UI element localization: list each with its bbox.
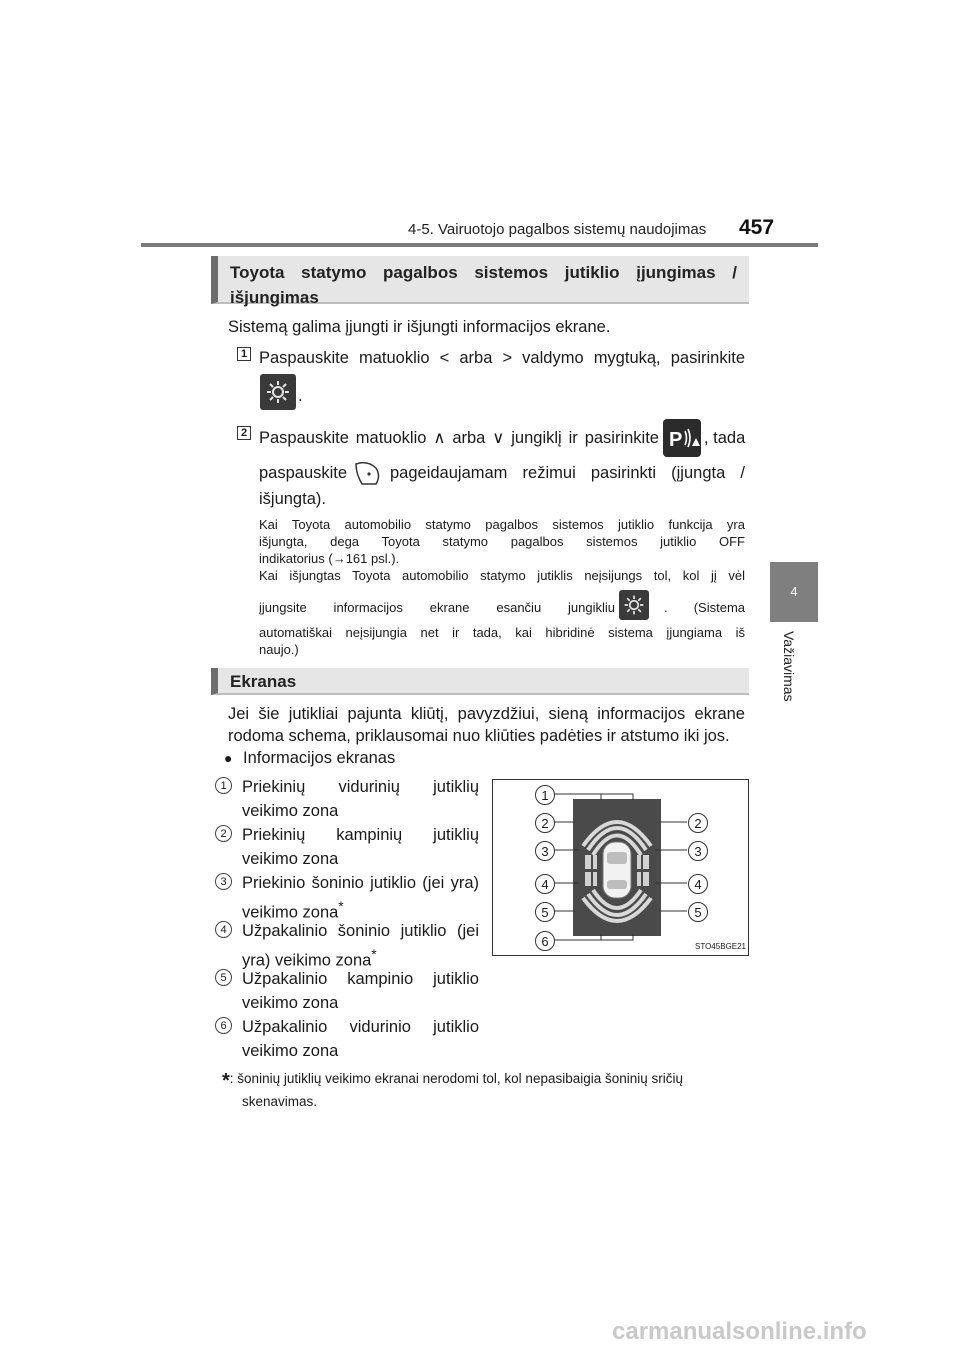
step2-text-line2: pageidaujamam režimui pasirinkti (įjungta / <box>390 464 745 482</box>
note-line7: naujo.) <box>259 642 299 657</box>
parking-sensor-icon <box>663 419 701 457</box>
diagram-callout-right-5: 5 <box>688 902 708 922</box>
diagram-callout-left-2: 2 <box>535 813 555 833</box>
diagram-callout-right-4: 4 <box>688 874 708 894</box>
list-item-star: * <box>338 899 344 914</box>
section2-heading: Ekranas <box>230 672 297 691</box>
note-line1: Kai Toyota automobilio statymo pagalbos sistemos jutiklio funkcija yra <box>259 517 745 532</box>
list-item-number: 4 <box>215 921 232 938</box>
diagram-code: STO45BGE21 <box>695 942 746 951</box>
bullet: ● <box>224 750 233 766</box>
note-line2: išjungta, dega Toyota statymo pagalbos sistemos jutiklio OFF <box>259 534 745 549</box>
section2-intro-line1: Jei šie jutikliai pajunta kliūtį, pavyzdžiui, sieną informacijos ekrane <box>228 705 745 723</box>
diagram-callout-left-6: 6 <box>535 931 555 951</box>
ok-switch-icon <box>352 458 382 488</box>
diagram-callout-left-3: 3 <box>535 841 555 861</box>
list-item-line1: Priekinių kampinių jutiklių <box>242 826 479 844</box>
note-line3: indikatorius (→161 psl.). <box>259 551 400 566</box>
footnote-star: * <box>222 1070 230 1092</box>
diagram-callout-left-4: 4 <box>535 874 555 894</box>
list-item-line1: Užpakalinio šoninio jutiklio (jei <box>242 922 479 940</box>
diagram-callout-right-2: 2 <box>688 813 708 833</box>
step2-text-line3: išjungta). <box>259 490 326 508</box>
note-line5-suffix: . (Sistema <box>664 600 745 615</box>
list-item-line1: Priekinio šoninio jutiklio (jei yra) <box>242 874 479 892</box>
list-item-line2: veikimo zona <box>242 802 339 820</box>
step2-text-line2-prefix: paspauskite <box>259 464 348 482</box>
diagram-callout-left-5: 5 <box>535 902 555 922</box>
sensor-zone-illustration <box>493 780 748 955</box>
svg-text:P: P <box>669 429 683 451</box>
list-item-line1: Priekinių vidurinių jutiklių <box>242 778 479 796</box>
list-item-line2: veikimo zona <box>242 903 339 922</box>
page-number: 457 <box>739 216 775 239</box>
section-heading-display <box>211 668 749 695</box>
bullet-text: Informacijos ekranas <box>243 749 396 767</box>
note-line4: Kai išjungtas Toyota automobilio statymo jutiklis neįsijungs tol, kol jį vėl <box>259 568 745 583</box>
section2-intro-line2: rodoma schema, priklausomai nuo kliūties padėties ir atstumo iki jos. <box>228 727 730 745</box>
footnote-line1: : šoninių jutiklių veikimo ekranai nerodomi tol, kol nepasibaigia šoninių sričių <box>229 1071 684 1086</box>
gear-settings-icon-small <box>619 590 649 620</box>
chapter-label: Važiavimas <box>781 631 797 702</box>
running-header: 4-5. Vairuotojo pagalbos sistemų naudojimas <box>408 221 707 238</box>
list-item-number: 2 <box>215 825 232 842</box>
list-item-line1: Užpakalinio vidurinio jutiklio <box>242 1018 479 1036</box>
note-line5: įjungsite informacijos ekrane esančiu jungikliu <box>259 600 615 615</box>
step1-text: Paspauskite matuoklio < arba > valdymo mygtuką, pasirinkite <box>259 349 745 367</box>
diagram-callout-right-3: 3 <box>688 841 708 861</box>
header-rule <box>141 243 818 247</box>
sensor-zone-diagram <box>492 779 749 956</box>
list-item-number: 6 <box>215 1017 232 1034</box>
gear-settings-icon <box>260 374 296 410</box>
list-item-star: * <box>371 947 377 962</box>
list-item-line2: veikimo zona <box>242 994 339 1012</box>
list-item-number: 1 <box>215 777 232 794</box>
section-heading-line1: Toyota statymo pagalbos sistemos jutiklio įjungimas / <box>230 263 737 282</box>
list-item-number: 5 <box>215 969 232 986</box>
step-badge-1: 1 <box>237 347 251 361</box>
list-item-line2: veikimo zona <box>242 850 339 868</box>
step2-text-line1: Paspauskite matuoklio ∧ arba ∨ jungiklį ir pasirinkite <box>259 429 659 447</box>
section-heading-sensor-toggle <box>211 256 749 307</box>
step2-text-tada: , tada <box>704 429 746 447</box>
footnote-line2: skenavimas. <box>242 1094 318 1109</box>
list-item-line2: veikimo zona <box>242 1042 339 1060</box>
footnote <box>222 1068 750 1112</box>
chapter-tab: 4 <box>770 562 818 622</box>
section1-intro: Sistemą galima įjungti ir išjungti informacijos ekrane. <box>228 318 611 336</box>
section-heading-line2: išjungimas <box>230 288 319 307</box>
watermark: carmanualsonline.info <box>612 1318 867 1345</box>
list-item-line1: Užpakalinio kampinio jutiklio <box>242 970 479 988</box>
diagram-callout-left-1: 1 <box>535 785 555 805</box>
step-badge-2: 2 <box>237 426 251 440</box>
note-line6: automatiškai neįsijungia net ir tada, kai hibridinė sistema įjungiama iš <box>259 625 745 640</box>
list-item-number: 3 <box>215 873 232 890</box>
list-item-line2: yra) veikimo zona <box>242 951 372 970</box>
step1-period: . <box>298 387 303 405</box>
